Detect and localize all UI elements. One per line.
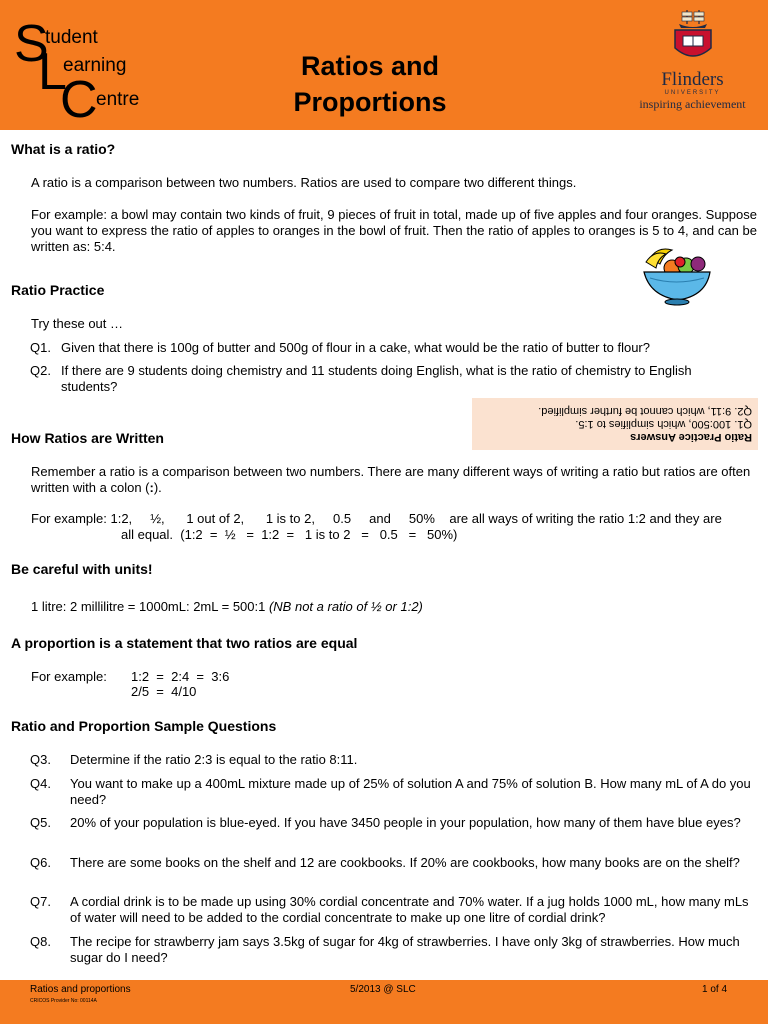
slc-letter-c: C (60, 71, 98, 129)
q7-number: Q7. (30, 894, 51, 909)
page-footer (0, 980, 768, 1024)
footer-date: 5/2013 @ SLC (350, 984, 416, 995)
q4-number: Q4. (30, 776, 51, 791)
q6-number: Q6. (30, 855, 51, 870)
page-header (0, 0, 768, 130)
slc-logo (14, 10, 154, 129)
practice-intro: Try these out … (31, 316, 123, 331)
q6-text: There are some books on the shelf and 12 are cookbooks. If 20% are cookbooks, how many books are on the shelf? (70, 855, 740, 870)
ratio-example: For example: a bowl may contain two kinds of fruit, 9 pieces of fruit in total, made up of five apples and four oranges. Suppose you want to express the ratio of apples to oranges in the bowl of fruit. Then the ratio of apples to oranges is 5 to 4, and can be written as: 5:4. (31, 207, 757, 254)
logo-university: UNIVERSITY (664, 90, 721, 96)
slc-letter-l: L (38, 43, 67, 101)
answer-q1: Q1. 100:500, which simplifies to 1:5. (575, 418, 752, 430)
written-example-line2: all equal. (1:2 = ½ = 1:2 = 1 is to 2 = 0.5 = 50%) (121, 527, 458, 542)
q8-number: Q8. (30, 934, 51, 949)
footer-cricos: CRICOS Provider No: 00114A (30, 998, 97, 1004)
footer-title: Ratios and proportions (30, 984, 131, 995)
written-example-line1: For example: 1:2, ½, 1 out of 2, 1 is to 2, 0.5 and 50% are all ways of writing the ratio 1:2 and they are (31, 511, 722, 526)
written-paragraph (31, 464, 757, 496)
heading-what-is-ratio: What is a ratio? (11, 141, 116, 157)
footer-page-number: 1 of 4 (702, 984, 728, 995)
q5-number: Q5. (30, 815, 51, 830)
flinders-logo (630, 8, 755, 120)
logo-name: Flinders (661, 69, 724, 90)
units-note: (NB not a ratio of ½ or 1:2) (268, 599, 423, 614)
q1-text: Given that there is 100g of butter and 500g of flour in a cake, what would be the ratio of butter to flour? (61, 340, 650, 355)
heading-how-ratios-written: How Ratios are Written (11, 430, 164, 446)
q2-text: If there are 9 students doing chemistry and 11 students doing English, what is the ratio of chemistry to English students? (61, 363, 692, 394)
proportion-label: For example: (31, 669, 107, 684)
heading-sample-questions: Ratio and Proportion Sample Questions (11, 718, 277, 734)
slc-word-centre: entre (96, 89, 140, 110)
q2-number: Q2. (30, 363, 51, 378)
q7-text: A cordial drink is to be made up using 30% cordial concentrate and 70% water. If a jug holds 1000 mL, how many mLs of water will need to be added to the cordial concentrate to make up one litre of cordial drink? (70, 894, 749, 925)
q8-text: The recipe for strawberry jam says 3.5kg of sugar for 4kg of strawberries. I have only 3kg of strawberries. How much sugar do I need? (70, 934, 740, 965)
logo-tagline: inspiring achievement (639, 97, 746, 111)
ratio-definition: A ratio is a comparison between two numbers. Ratios are used to compare two different things. (31, 175, 577, 190)
practice-answers-upside-down (482, 404, 752, 443)
page-title (250, 48, 490, 120)
flinders-crest-icon (671, 8, 715, 64)
slc-word-student: tudent (45, 27, 98, 48)
written-text-a: Remember a ratio is a comparison between two numbers. There are many different ways of writing a ratio but ratios are often written with a colon ( (31, 464, 751, 495)
written-colon: : (149, 480, 154, 495)
written-text-b: ). (153, 480, 162, 495)
q3-number: Q3. (30, 752, 51, 767)
proportion-eq1: 1:2 = 2:4 = 3:6 (131, 669, 230, 684)
q3-text: Determine if the ratio 2:3 is equal to the ratio 8:11. (70, 752, 358, 767)
title-line-1: Ratios and (300, 51, 440, 81)
q4-text: You want to make up a 400mL mixture made up of 25% of solution A and 75% of solution B. How many mL of A do you need? (70, 776, 751, 807)
heading-careful-units: Be careful with units! (11, 561, 153, 577)
units-main: 1 litre: 2 millilitre = 1000mL: 2mL = 500:1 (31, 599, 269, 614)
title-line-2: Proportions (293, 87, 447, 117)
q5-text: 20% of your population is blue-eyed. If you have 3450 people in your population, how many of them have blue eyes? (70, 815, 741, 830)
answer-q2: Q2. 9:11, which cannot be further simplified. (538, 405, 752, 417)
heading-proportion: A proportion is a statement that two ratios are equal (11, 635, 358, 651)
fruit-bowl-icon (636, 244, 716, 306)
answers-title: Ratio Practice Answers (630, 431, 752, 443)
q1-number: Q1. (30, 340, 51, 355)
heading-ratio-practice: Ratio Practice (11, 282, 105, 298)
slc-letter-s: S (14, 15, 49, 73)
practice-answers-box (472, 398, 758, 450)
slc-word-learning: earning (63, 55, 127, 76)
proportion-eq2: 2/5 = 4/10 (131, 684, 197, 699)
units-example (31, 599, 423, 615)
